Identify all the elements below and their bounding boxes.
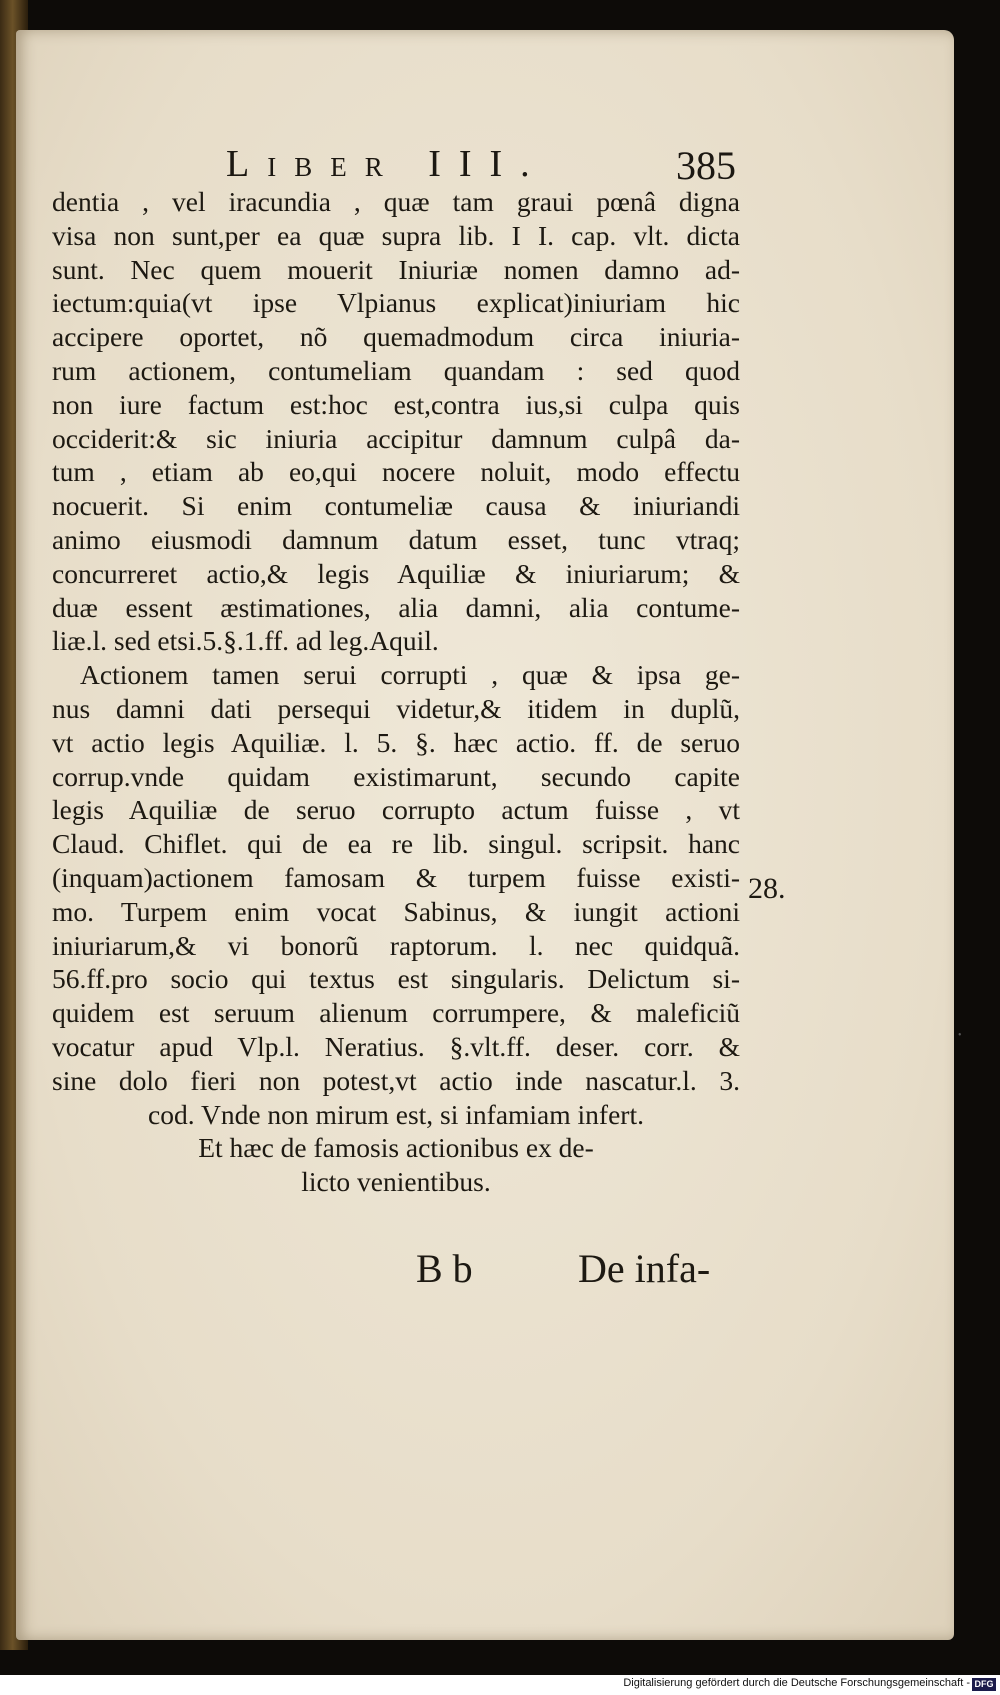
signature-mark: B b bbox=[416, 1246, 473, 1291]
text-line: duæ essent æstimationes, alia damni, alia contume- bbox=[52, 591, 740, 623]
text-line: iectum:quia(vt ipse Vlpianus explicat)iniuriam hic bbox=[52, 287, 740, 319]
text-line: (inquam)actionem famosam & turpem fuisse existi- bbox=[52, 861, 740, 893]
text-line: cod. Vnde non mirum est, si infamiam infert. bbox=[148, 1098, 644, 1130]
text-line: non iure factum est:hoc est,contra ius,si culpa quis bbox=[52, 388, 740, 420]
dfg-logo: DFG bbox=[972, 1678, 996, 1691]
paper-speck: • bbox=[958, 1030, 962, 1041]
text-line: dentia , vel iracundia , quæ tam graui pœnâ digna bbox=[52, 186, 740, 217]
running-head: Liber III. bbox=[226, 143, 548, 185]
text-line: sunt. Nec quem mouerit Iniuriæ nomen damno ad- bbox=[52, 253, 740, 285]
text-line: rum actionem, contumeliam quandam : sed quod bbox=[52, 354, 740, 386]
text-line: animo eiusmodi damnum datum esset, tunc vtraq; bbox=[52, 523, 740, 555]
page-number: 385 bbox=[676, 143, 736, 188]
catchword: De infa- bbox=[578, 1246, 711, 1291]
margin-note-number: 28. bbox=[748, 872, 786, 905]
text-line: vt actio legis Aquiliæ. l. 5. §. hæc actio. ff. de seruo bbox=[52, 726, 740, 758]
text-line: vocatur apud Vlp.l. Neratius. §.vlt.ff. deser. corr. & bbox=[52, 1030, 740, 1062]
text-line: Actionem tamen serui corrupti , quæ & ipsa ge- bbox=[80, 659, 740, 691]
closing-line: licto venientibus. bbox=[301, 1166, 491, 1198]
text-line: corrup.vnde quidam existimarunt, secundo capite bbox=[52, 760, 740, 792]
text-line: nocuerit. Si enim contumeliæ causa & iniuriandi bbox=[52, 490, 740, 522]
text-line: mo. Turpem enim vocat Sabinus, & iungit actioni bbox=[52, 895, 740, 927]
book-page bbox=[16, 30, 962, 1640]
text-line: iniuriarum,& vi bonorũ raptorum. l. nec quidquã. bbox=[52, 929, 740, 961]
body-text bbox=[52, 185, 740, 1199]
text-line: concurreret actio,& legis Aquiliæ & iniuriarum; & bbox=[52, 557, 740, 589]
text-line: quidem est seruum alienum corrumpere, & maleficiũ bbox=[52, 997, 740, 1029]
text-line: visa non sunt,per ea quæ supra lib. I I. cap. vlt. dicta bbox=[52, 219, 740, 251]
text-line: legis Aquiliæ de seruo corrupto actum fuisse , vt bbox=[52, 794, 740, 826]
closing-line: Et hæc de famosis actionibus ex de- bbox=[198, 1132, 594, 1164]
text-line: 56.ff.pro socio qui textus est singularis. Delictum si- bbox=[52, 963, 740, 995]
text-line: liæ.l. sed etsi.5.§.1.ff. ad leg.Aquil. bbox=[52, 625, 439, 657]
text-line: occiderit:& sic iniuria accipitur damnum culpâ da- bbox=[52, 422, 740, 454]
text-line: tum , etiam ab eo,qui nocere noluit, modo effectu bbox=[52, 456, 740, 488]
text-line: nus damni dati persequi videtur,& itidem in duplũ, bbox=[52, 692, 740, 724]
text-line: accipere oportet, nõ quemadmodum circa iniuria- bbox=[52, 321, 740, 353]
text-line: sine dolo fieri non potest,vt actio inde nascatur.l. 3. bbox=[52, 1064, 740, 1096]
text-line: Claud. Chiflet. qui de ea re lib. singul. scripsit. hanc bbox=[52, 828, 740, 860]
footer-credit: Digitalisierung gefördert durch die Deutsche Forschungsgemeinschaft - bbox=[623, 1677, 970, 1689]
